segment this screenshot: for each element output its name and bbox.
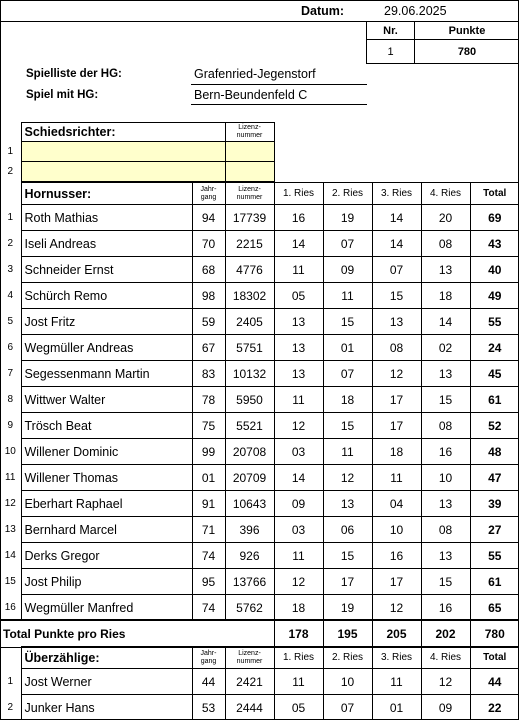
row-ries-2: 12 (323, 465, 372, 491)
row-jahrgang: 67 (192, 335, 225, 361)
row-ries-1: 18 (274, 595, 323, 621)
row-name: Wittwer Walter (21, 387, 192, 413)
row-total: 48 (470, 439, 519, 465)
row-ries-2: 07 (323, 695, 372, 720)
referee-name-field[interactable] (21, 142, 225, 162)
spiel-mit-value: Bern-Beundenfeld C (194, 88, 308, 102)
row-name: Trösch Beat (21, 413, 192, 439)
row-lizenz: 926 (225, 543, 274, 569)
row-total: 22 (470, 695, 519, 720)
row-ries-1: 14 (274, 465, 323, 491)
row-ries-3: 18 (372, 439, 421, 465)
row-jahrgang: 78 (192, 387, 225, 413)
row-ries-4: 15 (421, 569, 470, 595)
row-jahrgang: 98 (192, 283, 225, 309)
row-ries-4: 13 (421, 543, 470, 569)
row-jahrgang: 70 (192, 231, 225, 257)
row-ries-2: 15 (323, 543, 372, 569)
row-ries-4: 09 (421, 695, 470, 720)
row-name: Jost Philip (21, 569, 192, 595)
row-total: 45 (470, 361, 519, 387)
row-index: 5 (0, 309, 21, 335)
row-index: 1 (0, 669, 21, 695)
row-name: Roth Mathias (21, 205, 192, 231)
row-ries-2: 01 (323, 335, 372, 361)
row-ries-1: 11 (274, 669, 323, 695)
row-index: 10 (0, 439, 21, 465)
table-row (0, 257, 519, 283)
row-lizenz: 18302 (225, 283, 274, 309)
table-row (0, 543, 519, 569)
punkte-label: Punkte (415, 22, 519, 40)
row-ries-3: 13 (372, 309, 421, 335)
row-jahrgang: 91 (192, 491, 225, 517)
col-jahrgang: Jahr-gang (192, 647, 225, 669)
row-ries-2: 07 (323, 231, 372, 257)
row-lizenz: 2405 (225, 309, 274, 335)
col-ries-1: 1. Ries (274, 183, 323, 205)
col-jahrgang: Jahr-gang (192, 183, 225, 205)
row-lizenz: 2444 (225, 695, 274, 720)
row-index: 15 (0, 569, 21, 595)
row-jahrgang: 74 (192, 543, 225, 569)
row-ries-3: 11 (372, 669, 421, 695)
referees-table (0, 122, 275, 182)
row-ries-3: 07 (372, 257, 421, 283)
row-jahrgang: 44 (192, 669, 225, 695)
row-ries-2: 06 (323, 517, 372, 543)
row-jahrgang: 74 (192, 595, 225, 621)
row-jahrgang: 83 (192, 361, 225, 387)
row-ries-3: 14 (372, 231, 421, 257)
col-ries-2: 2. Ries (323, 183, 372, 205)
row-name: Schneider Ernst (21, 257, 192, 283)
row-ries-1: 09 (274, 491, 323, 517)
row-index: 12 (0, 491, 21, 517)
row-ries-1: 12 (274, 413, 323, 439)
row-ries-3: 17 (372, 387, 421, 413)
row-ries-4: 16 (421, 439, 470, 465)
row-name: Willener Thomas (21, 465, 192, 491)
nr-label: Nr. (367, 22, 415, 40)
row-ries-1: 11 (274, 543, 323, 569)
players-table (0, 182, 519, 621)
row-total: 44 (470, 669, 519, 695)
row-ries-4: 15 (421, 387, 470, 413)
total-ries-2: 195 (323, 620, 372, 647)
row-index: 11 (0, 465, 21, 491)
spielliste-value: Grafenried-Jegenstorf (194, 67, 316, 81)
row-index: 8 (0, 387, 21, 413)
row-ries-1: 16 (274, 205, 323, 231)
spielliste-label: Spielliste der HG: (26, 68, 122, 80)
row-name: Segessenmann Martin (21, 361, 192, 387)
row-index: 6 (0, 335, 21, 361)
row-name: Schürch Remo (21, 283, 192, 309)
row-ries-4: 13 (421, 361, 470, 387)
col-ries-3: 3. Ries (372, 183, 421, 205)
row-ries-1: 03 (274, 439, 323, 465)
referee-index: 2 (7, 166, 14, 177)
row-name: Derks Gregor (21, 543, 192, 569)
row-lizenz: 4776 (225, 257, 274, 283)
col-ries-2: 2. Ries (323, 647, 372, 669)
referees-lizenz-header: Lizenz-nummer (225, 123, 274, 142)
row-ries-4: 13 (421, 491, 470, 517)
row-lizenz: 10132 (225, 361, 274, 387)
table-row (0, 413, 519, 439)
row-name: Wegmüller Andreas (21, 335, 192, 361)
row-total: 69 (470, 205, 519, 231)
row-ries-3: 16 (372, 543, 421, 569)
row-name: Junker Hans (21, 695, 192, 720)
row-name: Jost Werner (21, 669, 192, 695)
row-jahrgang: 95 (192, 569, 225, 595)
table-row (0, 361, 519, 387)
row-ries-3: 17 (372, 413, 421, 439)
row-ries-2: 11 (323, 439, 372, 465)
row-ries-2: 19 (323, 205, 372, 231)
row-ries-2: 07 (323, 361, 372, 387)
referee-lizenz-field[interactable] (225, 142, 274, 162)
nr-value: 1 (367, 40, 415, 64)
row-name: Iseli Andreas (21, 231, 192, 257)
table-row (0, 205, 519, 231)
referee-index: 1 (7, 146, 14, 157)
col-ries-4: 4. Ries (421, 647, 470, 669)
row-jahrgang: 94 (192, 205, 225, 231)
totals-label: Total Punkte pro Ries (0, 620, 274, 647)
totals-table (0, 619, 519, 648)
row-ries-4: 12 (421, 669, 470, 695)
row-lizenz: 20709 (225, 465, 274, 491)
row-ries-2: 15 (323, 309, 372, 335)
row-lizenz: 5762 (225, 595, 274, 621)
extras-title: Überzählige: (21, 647, 192, 669)
row-name: Jost Fritz (21, 309, 192, 335)
total-ries-3: 205 (372, 620, 421, 647)
row-ries-1: 11 (274, 257, 323, 283)
row-total: 61 (470, 569, 519, 595)
row-index: 9 (0, 413, 21, 439)
row-jahrgang: 75 (192, 413, 225, 439)
extras-table (0, 646, 519, 720)
referee-name-field[interactable] (21, 162, 225, 182)
row-ries-2: 17 (323, 569, 372, 595)
row-ries-3: 12 (372, 361, 421, 387)
col-lizenz: Lizenz-nummer (225, 183, 274, 205)
row-ries-4: 13 (421, 257, 470, 283)
row-ries-3: 10 (372, 517, 421, 543)
col-ries-1: 1. Ries (274, 647, 323, 669)
total-overall: 780 (470, 620, 519, 647)
table-row (0, 309, 519, 335)
row-ries-3: 12 (372, 595, 421, 621)
row-lizenz: 2215 (225, 231, 274, 257)
row-ries-2: 10 (323, 669, 372, 695)
row-jahrgang: 68 (192, 257, 225, 283)
row-ries-1: 12 (274, 569, 323, 595)
row-ries-4: 02 (421, 335, 470, 361)
row-ries-4: 18 (421, 283, 470, 309)
row-ries-4: 10 (421, 465, 470, 491)
total-ries-4: 202 (421, 620, 470, 647)
row-ries-3: 14 (372, 205, 421, 231)
row-lizenz: 17739 (225, 205, 274, 231)
spiel-mit-label: Spiel mit HG: (26, 89, 99, 101)
row-ries-4: 08 (421, 231, 470, 257)
table-row (0, 465, 519, 491)
row-index: 14 (0, 543, 21, 569)
row-ries-2: 09 (323, 257, 372, 283)
players-title: Hornusser: (21, 183, 192, 205)
table-row (0, 491, 519, 517)
row-ries-1: 13 (274, 335, 323, 361)
row-total: 65 (470, 595, 519, 621)
row-index: 2 (0, 695, 21, 720)
row-total: 61 (470, 387, 519, 413)
row-lizenz: 5521 (225, 413, 274, 439)
row-total: 40 (470, 257, 519, 283)
table-row (0, 669, 519, 695)
row-ries-1: 13 (274, 309, 323, 335)
table-row (0, 231, 519, 257)
row-lizenz: 5751 (225, 335, 274, 361)
row-lizenz: 396 (225, 517, 274, 543)
row-ries-3: 11 (372, 465, 421, 491)
table-row (0, 517, 519, 543)
row-jahrgang: 71 (192, 517, 225, 543)
referees-title: Schiedsrichter: (21, 123, 225, 142)
row-jahrgang: 01 (192, 465, 225, 491)
col-lizenz: Lizenz-nummer (225, 647, 274, 669)
row-index: 7 (0, 361, 21, 387)
row-jahrgang: 53 (192, 695, 225, 720)
referee-lizenz-field[interactable] (225, 162, 274, 182)
row-ries-3: 01 (372, 695, 421, 720)
row-total: 43 (470, 231, 519, 257)
row-ries-2: 11 (323, 283, 372, 309)
row-lizenz: 2421 (225, 669, 274, 695)
col-total: Total (470, 183, 519, 205)
row-ries-4: 08 (421, 413, 470, 439)
table-row (0, 569, 519, 595)
row-name: Willener Dominic (21, 439, 192, 465)
row-index: 16 (0, 595, 21, 621)
spiel-mit-underline (191, 104, 367, 105)
row-lizenz: 20708 (225, 439, 274, 465)
total-ries-1: 178 (274, 620, 323, 647)
row-jahrgang: 59 (192, 309, 225, 335)
punkte-value: 780 (415, 40, 519, 64)
table-row (0, 695, 519, 720)
row-total: 55 (470, 309, 519, 335)
row-total: 52 (470, 413, 519, 439)
row-ries-1: 05 (274, 695, 323, 720)
row-ries-2: 19 (323, 595, 372, 621)
row-ries-3: 04 (372, 491, 421, 517)
datum-label: Datum: (301, 4, 345, 18)
row-ries-3: 15 (372, 283, 421, 309)
row-ries-1: 03 (274, 517, 323, 543)
row-index: 3 (0, 257, 21, 283)
row-total: 24 (470, 335, 519, 361)
row-total: 49 (470, 283, 519, 309)
row-ries-1: 13 (274, 361, 323, 387)
row-index: 4 (0, 283, 21, 309)
row-ries-3: 17 (372, 569, 421, 595)
col-ries-4: 4. Ries (421, 183, 470, 205)
row-ries-2: 18 (323, 387, 372, 413)
row-ries-1: 11 (274, 387, 323, 413)
row-total: 55 (470, 543, 519, 569)
row-name: Wegmüller Manfred (21, 595, 192, 621)
spielliste-underline (191, 84, 367, 85)
row-total: 39 (470, 491, 519, 517)
row-name: Eberhart Raphael (21, 491, 192, 517)
datum-value: 29.06.2025 (384, 4, 447, 18)
row-jahrgang: 99 (192, 439, 225, 465)
row-index: 2 (0, 231, 21, 257)
row-ries-1: 14 (274, 231, 323, 257)
col-ries-3: 3. Ries (372, 647, 421, 669)
row-ries-4: 20 (421, 205, 470, 231)
table-row (0, 595, 519, 621)
row-lizenz: 5950 (225, 387, 274, 413)
row-lizenz: 10643 (225, 491, 274, 517)
table-row (0, 387, 519, 413)
row-index: 13 (0, 517, 21, 543)
row-ries-2: 13 (323, 491, 372, 517)
row-lizenz: 13766 (225, 569, 274, 595)
row-total: 27 (470, 517, 519, 543)
row-ries-1: 05 (274, 283, 323, 309)
row-ries-4: 14 (421, 309, 470, 335)
table-row (0, 283, 519, 309)
table-row (0, 439, 519, 465)
table-row (0, 335, 519, 361)
row-index: 1 (0, 205, 21, 231)
col-total: Total (470, 647, 519, 669)
row-ries-4: 08 (421, 517, 470, 543)
row-name: Bernhard Marcel (21, 517, 192, 543)
row-ries-2: 15 (323, 413, 372, 439)
row-ries-3: 08 (372, 335, 421, 361)
row-ries-4: 16 (421, 595, 470, 621)
row-total: 47 (470, 465, 519, 491)
nr-punkte-box (366, 21, 519, 64)
